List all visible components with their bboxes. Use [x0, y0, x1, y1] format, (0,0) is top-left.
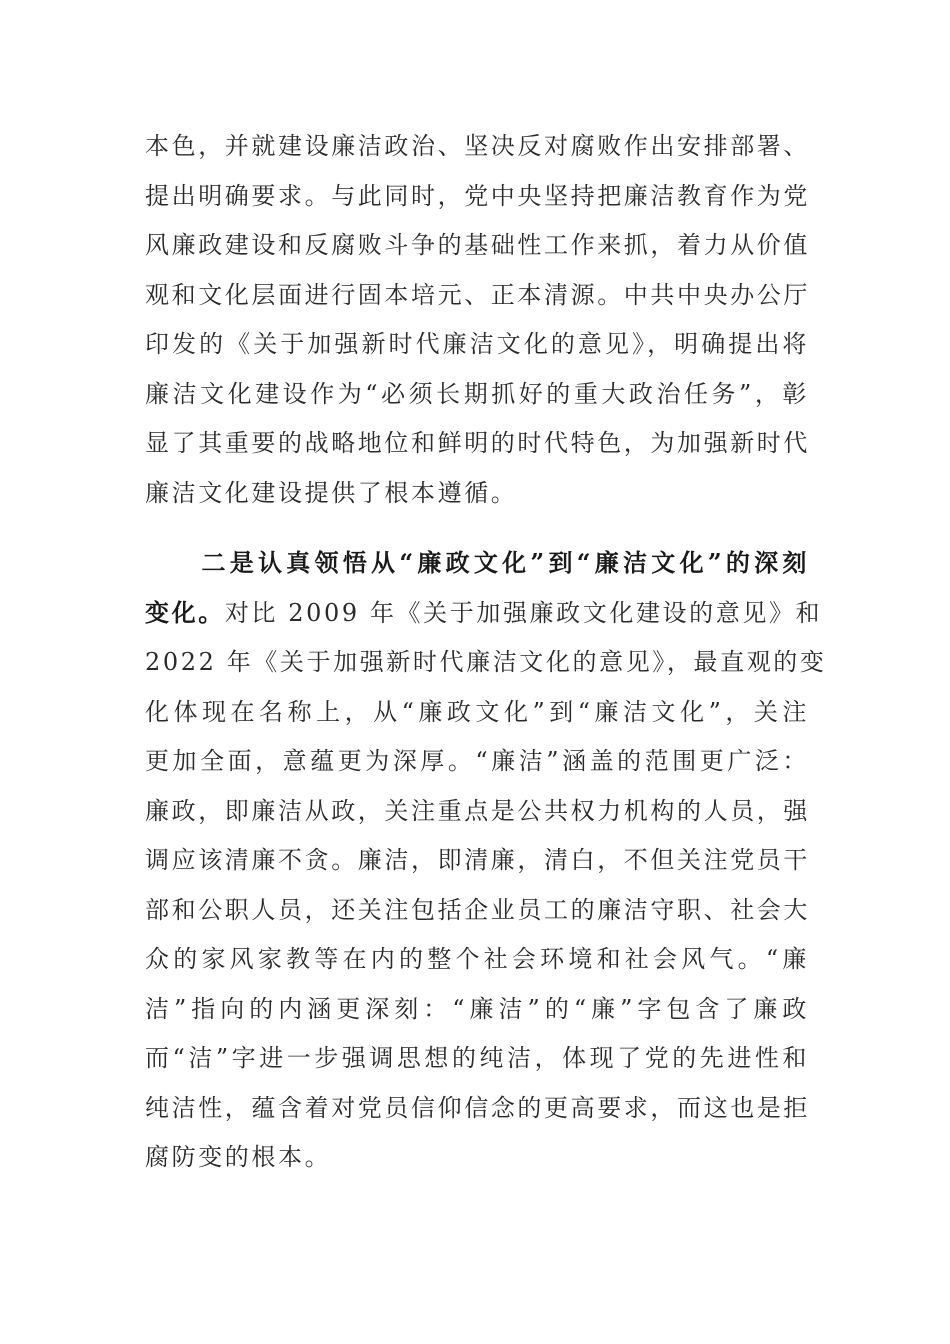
text-line: 腐防变的根本。	[145, 1143, 332, 1171]
text-fragment: 对比 2009 年《关于加强廉政文化建设的意见》和	[224, 598, 823, 627]
section-heading-end: 变化。	[145, 597, 225, 627]
text-line: 调应该清廉不贪。廉洁，即清廉，清白，不但关注党员干	[145, 846, 810, 874]
paragraph-1	[145, 122, 809, 518]
text-line: 廉洁文化建设作为“必须长期抓好的重大政治任务”，彰	[145, 379, 809, 408]
text-line: 化体现在名称上，从“廉政文化”到“廉洁文化”，关注	[145, 697, 809, 726]
text-line: 本色，并就建设廉洁政治、坚决反对腐败作出安排部署、	[145, 132, 810, 160]
text-line: 众的家风家教等在内的整个社会环境和社会风气。“廉	[145, 945, 809, 973]
text-line: 廉洁文化建设提供了根本遵循。	[145, 478, 518, 507]
text-line: 风廉政建设和反腐败斗争的基础性工作来抓，着力从价值	[145, 231, 810, 259]
text-line: 显了其重要的战略地位和鲜明的时代特色，为加强新时代	[145, 429, 810, 457]
text-line-mixed	[145, 588, 823, 639]
text-line: 洁”指向的内涵更深刻：“廉洁”的“廉”字包含了廉政	[145, 994, 809, 1023]
section-heading: 二是认真领悟从“廉政文化”到“廉洁文化”的深刻	[145, 548, 809, 577]
paragraph-2	[145, 538, 827, 1183]
text-line: 部和公职人员，还关注包括企业员工的廉洁守职、社会大	[145, 895, 810, 924]
text-line: 纯洁性，蕴含着对党员信仰信念的更高要求，而这也是拒	[145, 1093, 810, 1122]
text-line: 更加全面，意蕴更为深厚。“廉洁”涵盖的范围更广泛：	[145, 747, 809, 775]
text-line: 2022 年《关于加强新时代廉洁文化的意见》，最直观的变	[145, 648, 827, 676]
text-line: 提出明确要求。与此同时，党中央坚持把廉洁教育作为党	[145, 181, 810, 210]
text-line: 而“洁”字进一步强调思想的纯洁，体现了党的先进性和	[145, 1044, 809, 1072]
text-line: 印发的《关于加强新时代廉洁文化的意见》，明确提出将	[145, 330, 809, 358]
text-line: 观和文化层面进行固本培元、正本清源。中共中央办公厅	[145, 280, 810, 309]
text-line: 廉政，即廉洁从政，关注重点是公共权力机构的人员，强	[145, 796, 810, 825]
